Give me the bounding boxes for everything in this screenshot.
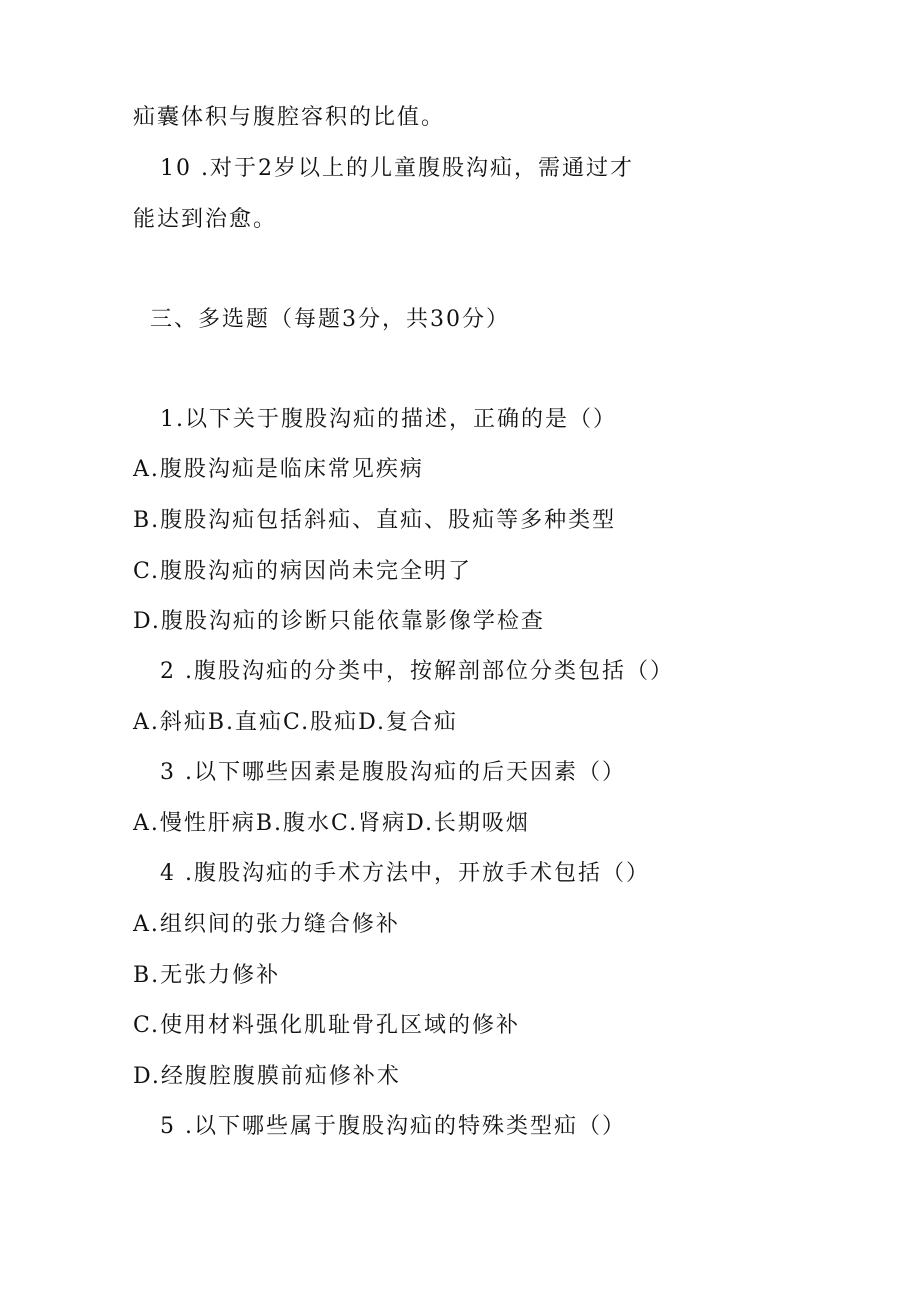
question-4-option-b: B.无张力修补 bbox=[133, 963, 281, 988]
question-1-stem: 1.以下关于腹股沟疝的描述，正确的是（） bbox=[160, 407, 617, 432]
question-4-option-c: C.使用材料强化肌耻骨孔区域的修补 bbox=[133, 1013, 521, 1038]
question-1-option-c: C.腹股沟疝的病因尚未完全明了 bbox=[133, 559, 473, 584]
question-4-stem: 4 .腹股沟疝的手术方法中，开放手术包括（） bbox=[160, 861, 650, 886]
section-heading: 三、多选题（每题3分，共30分） bbox=[150, 307, 510, 332]
question-3-options: A.慢性肝病B.腹水C.肾病D.长期吸烟 bbox=[133, 811, 530, 836]
question-3-stem: 3 .以下哪些因素是腹股沟疝的后天因素（） bbox=[160, 760, 626, 785]
question-4-option-a: A.组织间的张力缝合修补 bbox=[133, 912, 400, 937]
question-2-stem: 2 .腹股沟疝的分类中，按解剖部位分类包括（） bbox=[160, 659, 674, 684]
question-1-option-b: B.腹股沟疝包括斜疝、直疝、股疝等多种类型 bbox=[133, 508, 617, 533]
question-10-text-continued: 能达到治愈。 bbox=[133, 207, 278, 232]
question-1-option-a: A.腹股沟疝是临床常见疾病 bbox=[133, 457, 424, 482]
continuation-text: 疝囊体积与腹腔容积的比值。 bbox=[133, 105, 446, 130]
question-10-text: 10 .对于2岁以上的儿童腹股沟疝，需通过才 bbox=[160, 156, 634, 181]
question-2-options: A.斜疝B.直疝C.股疝D.复合疝 bbox=[133, 710, 458, 735]
question-1-option-d: D.腹股沟疝的诊断只能依靠影像学检查 bbox=[133, 609, 545, 634]
question-4-option-d: D.经腹腔腹膜前疝修补术 bbox=[133, 1064, 401, 1089]
question-5-stem: 5 .以下哪些属于腹股沟疝的特殊类型疝（） bbox=[160, 1114, 626, 1139]
